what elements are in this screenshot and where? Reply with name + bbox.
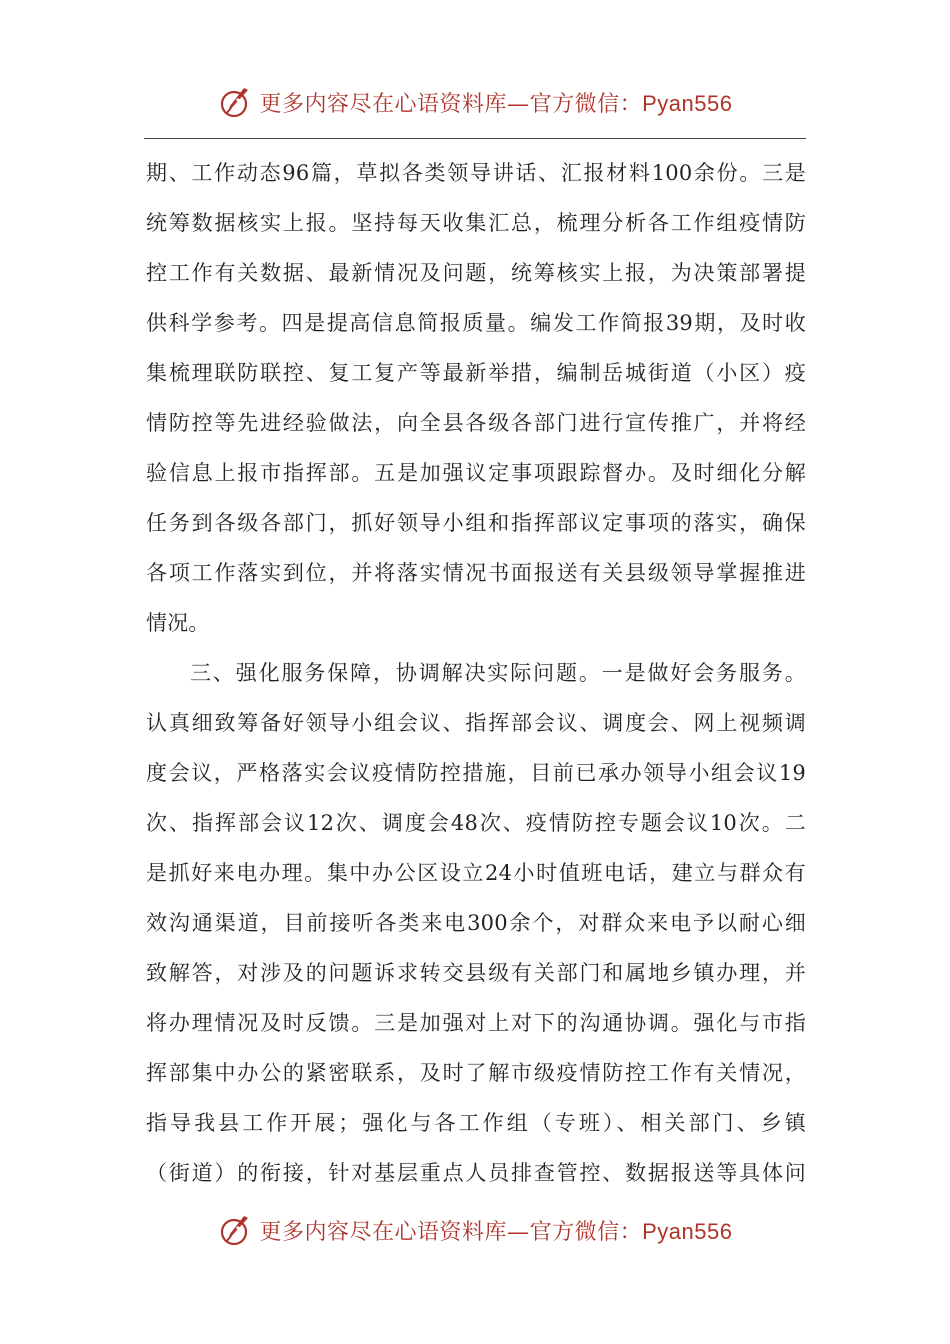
- header-banner-wechat-id: Pyan556: [642, 90, 733, 116]
- header-banner-dash: —: [507, 91, 530, 117]
- document-body: [146, 148, 806, 1198]
- body-line: 各项工作落实到位，并将落实情况书面报送有关县级领导掌握推进: [146, 561, 806, 585]
- quill-logo-icon: [218, 84, 254, 120]
- section-heading-line: 三、强化服务保障，协调解决实际问题。一是做好会务服务。: [190, 661, 806, 685]
- body-line: 将办理情况及时反馈。三是加强对上对下的沟通协调。强化与市指: [146, 1011, 806, 1035]
- body-line: 集梳理联防联控、复工复产等最新举措，编制岳城街道（小区）疫: [146, 361, 806, 385]
- body-line: 致解答，对涉及的问题诉求转交县级有关部门和属地乡镇办理，并: [146, 961, 806, 985]
- body-line: 指导我县工作开展；强化与各工作组（专班）、相关部门、乡镇: [146, 1111, 806, 1135]
- header-banner-wechat-label: 官方微信：: [529, 91, 643, 117]
- body-line: 次、指挥部会议12次、调度会48次、疫情防控专题会议10次。二: [146, 811, 806, 835]
- body-line: 任务到各级各部门，抓好领导小组和指挥部议定事项的落实，确保: [146, 511, 806, 535]
- footer-banner-wechat-label: 官方微信：: [529, 1219, 643, 1245]
- header-banner-main: 更多内容尽在心语资料库: [259, 91, 508, 117]
- body-line: 是抓好来电办理。集中办公区设立24小时值班电话，建立与群众有: [146, 861, 806, 885]
- body-line: 供科学参考。四是提高信息简报质量。编发工作简报39期，及时收: [146, 311, 806, 335]
- quill-logo-icon: [218, 1212, 254, 1248]
- body-line: 挥部集中办公的紧密联系，及时了解市级疫情防控工作有关情况，: [146, 1061, 806, 1085]
- body-line: 情防控等先进经验做法，向全县各级各部门进行宣传推广，并将经: [146, 411, 806, 435]
- header-rule: [144, 138, 806, 139]
- body-line: 验信息上报市指挥部。五是加强议定事项跟踪督办。及时细化分解: [146, 461, 806, 485]
- body-line: 认真细致筹备好领导小组会议、指挥部会议、调度会、网上视频调: [146, 711, 806, 735]
- footer-banner-wechat-id: Pyan556: [642, 1218, 733, 1244]
- footer-banner-dash: —: [507, 1219, 530, 1245]
- body-line: 情况。: [146, 611, 210, 635]
- footer-banner: [0, 1208, 950, 1252]
- header-banner: [0, 80, 950, 124]
- footer-banner-main: 更多内容尽在心语资料库: [259, 1219, 508, 1245]
- footer-banner-text: [260, 1215, 733, 1246]
- body-line: 期、工作动态96篇，草拟各类领导讲话、汇报材料100余份。三是: [146, 161, 806, 185]
- body-line: 度会议，严格落实会议疫情防控措施，目前已承办领导小组会议19: [146, 761, 806, 785]
- body-line: （街道）的衔接，针对基层重点人员排查管控、数据报送等具体问: [146, 1161, 806, 1185]
- body-line: 统筹数据核实上报。坚持每天收集汇总，梳理分析各工作组疫情防: [146, 211, 806, 235]
- header-banner-text: [260, 87, 733, 118]
- body-line: 效沟通渠道，目前接听各类来电300余个，对群众来电予以耐心细: [146, 911, 806, 935]
- body-line: 控工作有关数据、最新情况及问题，统筹核实上报，为决策部署提: [146, 261, 806, 285]
